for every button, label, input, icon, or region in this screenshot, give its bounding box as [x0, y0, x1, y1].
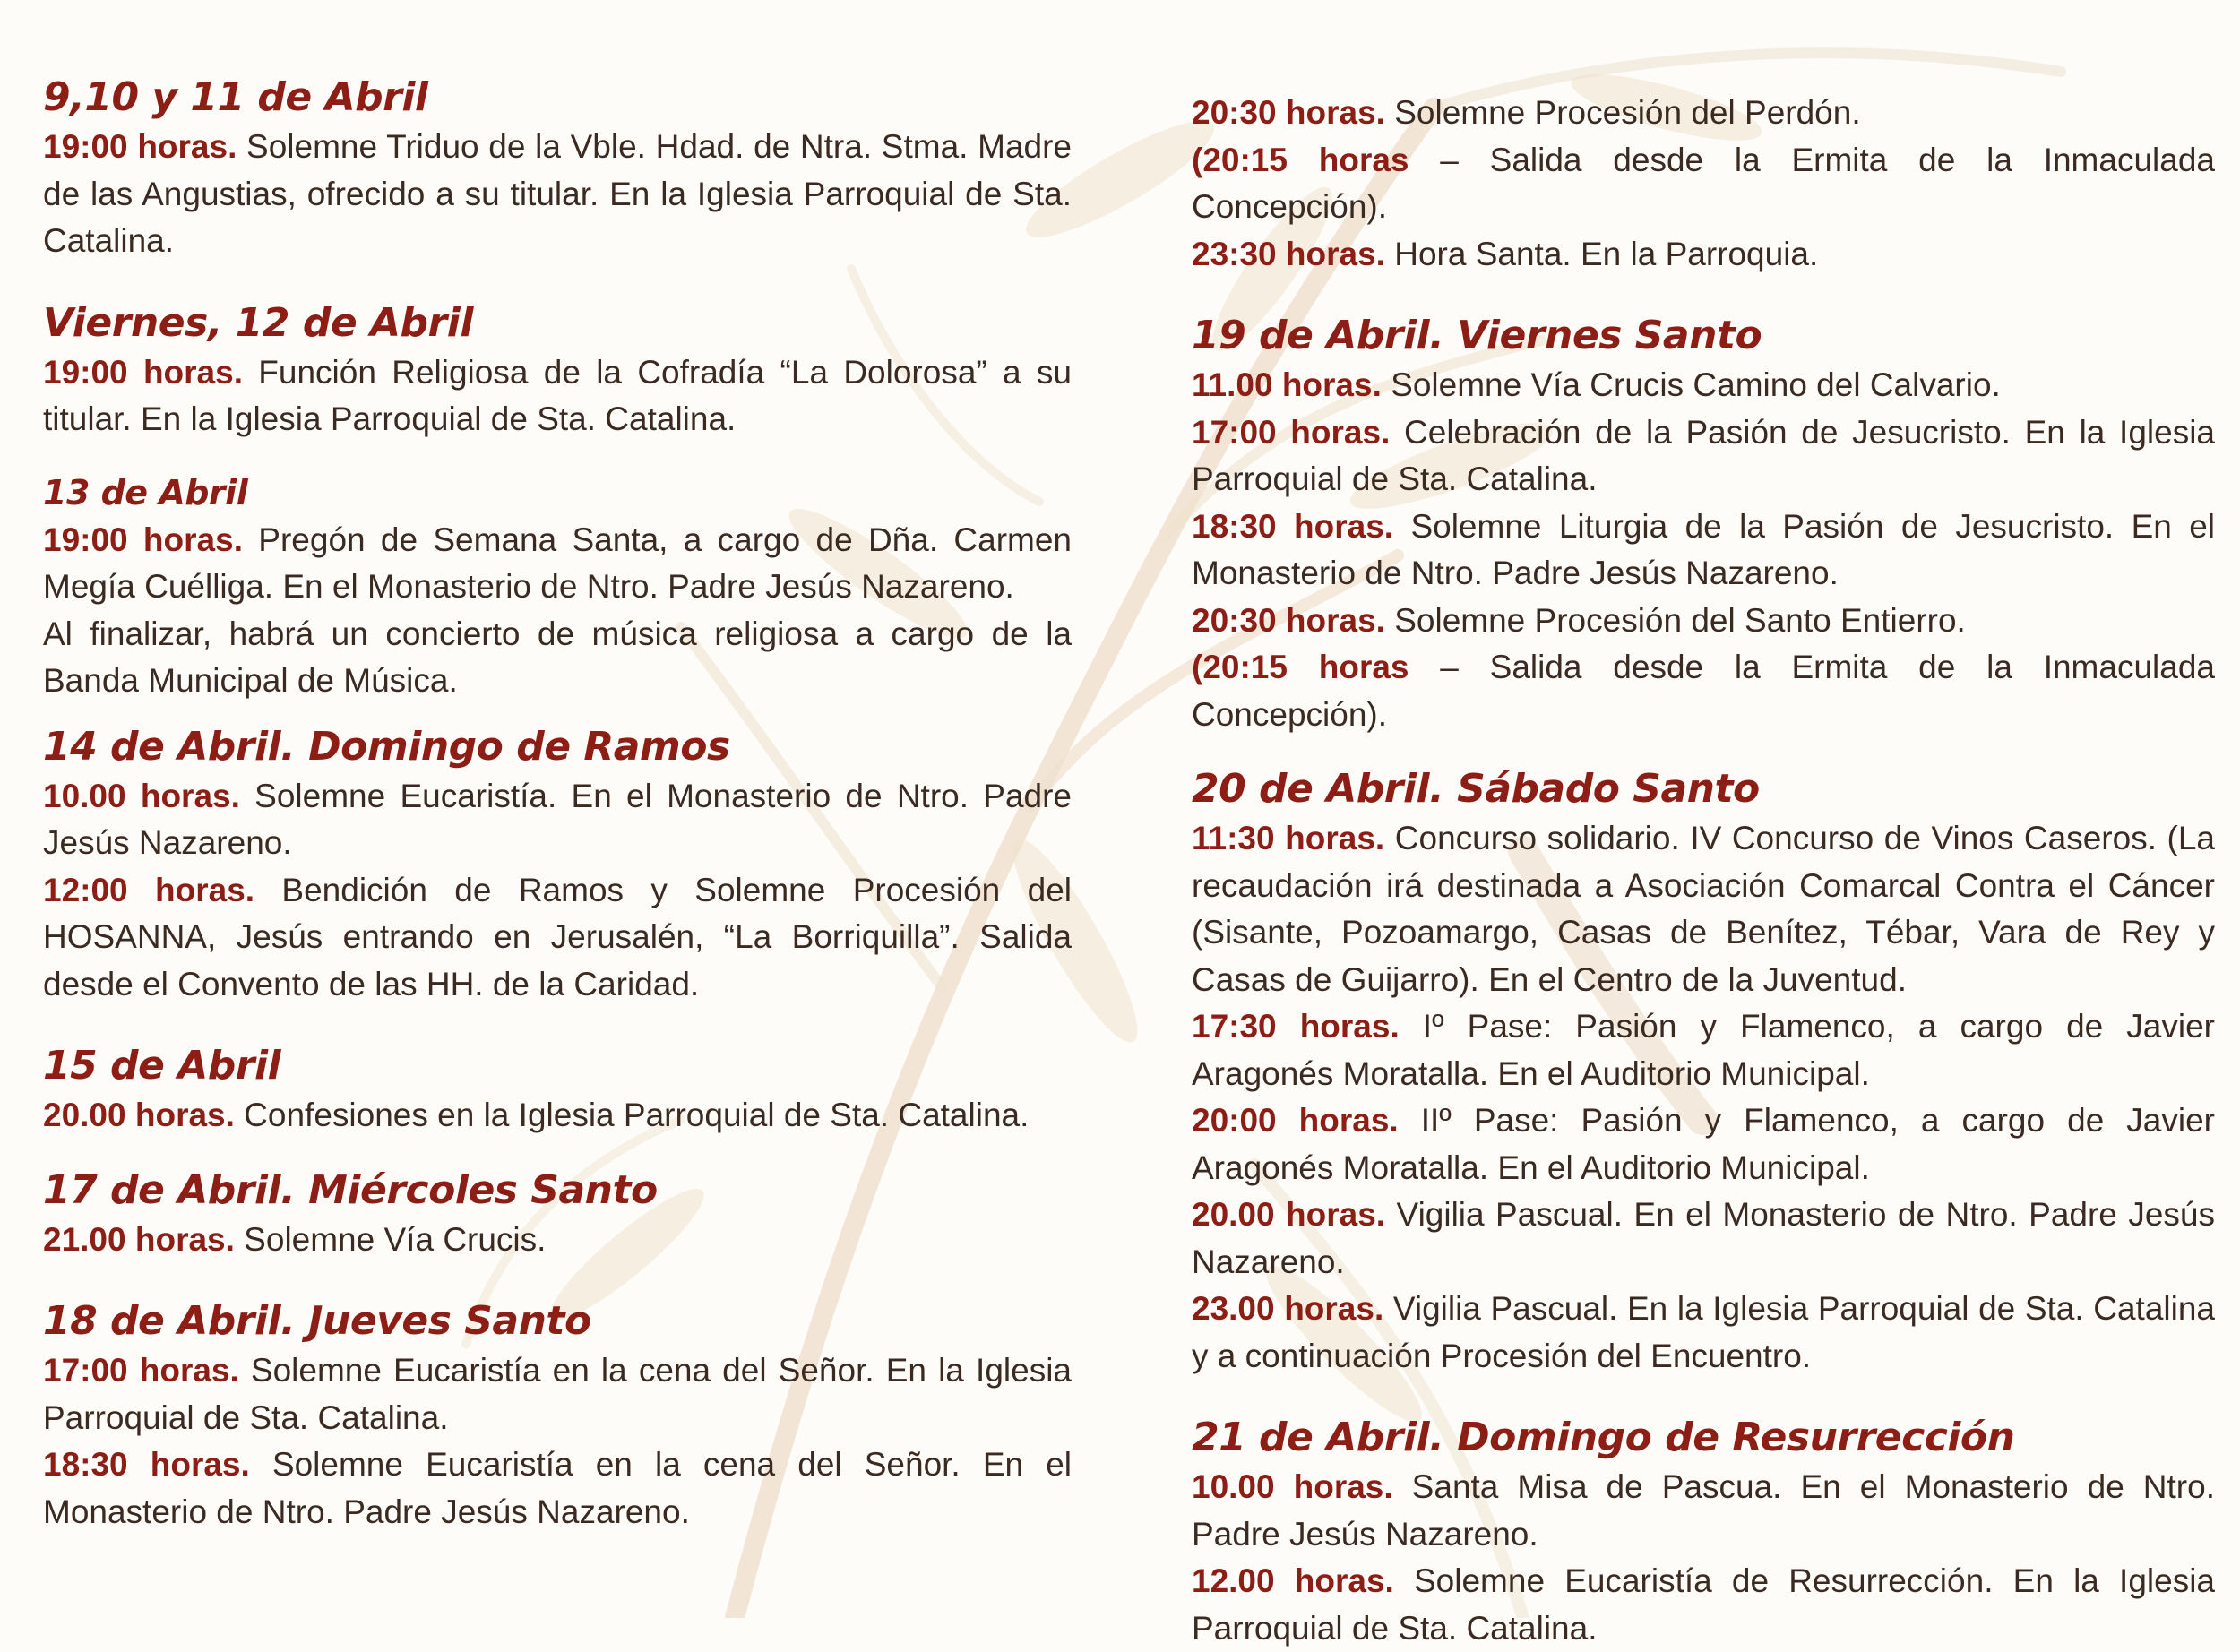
- schedule-entry: [43, 867, 1072, 1009]
- schedule-entry: [1192, 644, 2215, 738]
- schedule-day: [1192, 1412, 2215, 1652]
- schedule-entry: [1192, 1286, 2215, 1380]
- schedule-entry: [1192, 1192, 2215, 1286]
- day-heading: 18 de Abril. Jueves Santo: [43, 1298, 591, 1344]
- entry-time: 23.00 horas.: [1192, 1290, 1384, 1327]
- entry-time: 17:00 horas.: [1192, 413, 1391, 451]
- entry-text: Santa Misa de Pascua. En el Monasterio de Ntro. Padre Jesús Nazareno.: [1192, 1468, 2215, 1553]
- entry-time: 20.00 horas.: [43, 1097, 235, 1133]
- entry-time: 12:00 horas.: [43, 871, 255, 908]
- entry-text: Solemne Eucaristía en la cena del Señor. En la Iglesia Parroquial de Sta. Catalina.: [43, 1352, 1072, 1436]
- schedule-entry: [1192, 598, 2215, 645]
- entry-text: Solemne Procesión del Santo Entierro.: [1384, 601, 1966, 639]
- entry-time: 19:00 horas.: [43, 353, 243, 391]
- entry-text: – Salida desde la Ermita de la Inmaculada Concepción).: [1192, 649, 2215, 733]
- entry-text: Bendición de Ramos y Solemne Procesión del HOSANNA, Jesús entrando en Jerusalén, “La Borriquilla”. Salida desde el Convento de las HH. de la Caridad.: [43, 871, 1072, 1002]
- schedule-column-right: [1192, 90, 2215, 1652]
- day-heading: 19 de Abril. Viernes Santo: [1192, 313, 1762, 358]
- entry-text: Confesiones en la Iglesia Parroquial de Sta. Catalina.: [234, 1097, 1030, 1133]
- schedule-day: [43, 297, 1072, 443]
- entry-time: 20:30 horas.: [1192, 601, 1385, 639]
- schedule-entry: [43, 773, 1072, 867]
- entry-text: Iº Pase: Pasión y Flamenco, a cargo de Javier Aragonés Moratalla. En el Auditorio Municipal.: [1192, 1008, 2215, 1092]
- entry-text: Función Religiosa de la Cofradía “La Dolorosa” a su titular. En la Iglesia Parroquial de Sta. Catalina.: [43, 353, 1072, 437]
- entry-text: Solemne Eucaristía de Resurrección. En la Iglesia Parroquial de Sta. Catalina.: [1192, 1562, 2216, 1647]
- entry-text: – Salida desde la Ermita de la Inmaculada Concepción).: [1192, 141, 2215, 225]
- day-heading: 15 de Abril: [43, 1043, 281, 1088]
- entry-text: IIº Pase: Pasión y Flamenco, a cargo de Javier Aragonés Moratalla. En el Auditorio Municipal.: [1192, 1102, 2215, 1186]
- entry-text: Hora Santa. En la Parroquia.: [1384, 235, 1819, 272]
- schedule-entry: [43, 1347, 1072, 1441]
- entry-text: Solemne Eucaristía. En el Monasterio de Ntro. Padre Jesús Nazareno.: [43, 777, 1073, 861]
- day-heading: Viernes, 12 de Abril: [43, 299, 473, 346]
- entry-time: 18:30 horas.: [1192, 507, 1394, 545]
- day-heading: 13 de Abril: [43, 472, 248, 512]
- entry-time: 10.00 horas.: [43, 777, 240, 814]
- entry-time: 19:00 horas.: [43, 521, 243, 558]
- entry-time: 18:30 horas.: [43, 1446, 250, 1483]
- entry-time: 17:00 horas.: [43, 1352, 239, 1389]
- schedule-entry: [1192, 231, 2215, 279]
- entry-text: Solemne Vía Crucis Camino del Calvario.: [1381, 366, 2001, 403]
- schedule-entry: [1192, 1097, 2215, 1192]
- entry-time: 12.00 horas.: [1192, 1562, 1394, 1599]
- entry-text: Solemne Procesión del Perdón.: [1384, 94, 1861, 131]
- entry-time: 20:00 horas.: [1192, 1102, 1399, 1139]
- schedule-entry: [1192, 503, 2215, 598]
- schedule-note: Al finalizar, habrá un concierto de música religiosa a cargo de la Banda Municipal de Música.: [43, 615, 1072, 699]
- entry-time: 21.00 horas.: [43, 1220, 235, 1258]
- day-heading: 17 de Abril. Miércoles Santo: [43, 1166, 658, 1213]
- day-heading: 20 de Abril. Sábado Santo: [1192, 766, 1760, 812]
- schedule-entry: [1192, 90, 2215, 137]
- schedule-entry: [43, 124, 1072, 265]
- schedule-day: [43, 469, 1072, 705]
- entry-time: (20:15 horas: [1192, 141, 1409, 178]
- schedule-day-continued: [1192, 90, 2215, 278]
- entry-text: Solemne Eucaristía en la cena del Señor. En el Monasterio de Ntro. Padre Jesús Nazareno.: [43, 1446, 1072, 1530]
- entry-time: (20:15 horas: [1192, 649, 1409, 685]
- schedule-day: [43, 1165, 1072, 1264]
- entry-time: 20.00 horas.: [1192, 1196, 1386, 1233]
- entry-text: Vigilia Pascual. En la Iglesia Parroquial de Sta. Catalina y a continuación Procesión del Encuentro.: [1192, 1290, 2216, 1374]
- schedule-entry: [1192, 137, 2215, 231]
- entry-text: Solemne Vía Crucis.: [234, 1220, 547, 1258]
- schedule-entry: [1192, 815, 2215, 1003]
- entry-time: 11:30 horas.: [1192, 820, 1385, 856]
- entry-time: 17:30 horas.: [1192, 1008, 1400, 1045]
- schedule-day: [43, 1295, 1072, 1536]
- schedule-day: [43, 72, 1072, 265]
- entry-time: 23:30 horas.: [1192, 235, 1385, 272]
- schedule-entry: [1192, 1464, 2215, 1558]
- schedule-entry: [1192, 362, 2215, 409]
- entry-text: Solemne Liturgia de la Pasión de Jesucristo. En el Monasterio de Ntro. Padre Jesús Nazareno.: [1192, 507, 2216, 591]
- schedule-entry: [43, 1092, 1072, 1140]
- entry-text: Solemne Triduo de la Vble. Hdad. de Ntra. Stma. Madre de las Angustias, ofrecido a su titular. En la Iglesia Parroquial de Sta. Catalina.: [43, 128, 1072, 259]
- entry-text: Celebración de la Pasión de Jesucristo. En la Iglesia Parroquial de Sta. Catalina.: [1192, 413, 2215, 497]
- schedule-entry: [1192, 1003, 2215, 1097]
- schedule-entry: [43, 1441, 1072, 1536]
- schedule-entry: [1192, 1558, 2215, 1652]
- schedule-entry: [1192, 409, 2215, 503]
- schedule-day: [1192, 310, 2215, 738]
- schedule-entry: [43, 1217, 1072, 1264]
- entry-text: Pregón de Semana Santa, a cargo de Dña. Carmen Megía Cuélliga. En el Monasterio de Ntro. Padre Jesús Nazareno.: [43, 521, 1072, 605]
- entry-time: 20:30 horas.: [1192, 94, 1385, 131]
- entry-text: Concurso solidario. IV Concurso de Vinos Caseros. (La recaudación irá destinada a Asociación Comarcal Contra el Cáncer (Sisante, Pozoamargo, Casas de Benítez, Tébar, Vara de Rey y Casas de Guijarro). En el Centro de la Juventud.: [1192, 820, 2216, 998]
- entry-time: 19:00 horas.: [43, 128, 237, 165]
- schedule-day: [43, 1040, 1072, 1140]
- schedule-column-left: [43, 72, 1072, 1536]
- schedule-day: [43, 721, 1072, 1009]
- entry-text: Vigilia Pascual. En el Monasterio de Ntro. Padre Jesús Nazareno.: [1192, 1196, 2215, 1280]
- entry-time: 10.00 horas.: [1192, 1468, 1393, 1505]
- day-heading: 21 de Abril. Domingo de Resurrección: [1192, 1415, 2015, 1460]
- entry-time: 11.00 horas.: [1192, 366, 1382, 403]
- schedule-entry: [43, 349, 1072, 443]
- day-heading: 14 de Abril. Domingo de Ramos: [43, 723, 730, 770]
- day-heading: 9,10 y 11 de Abril: [43, 74, 428, 120]
- schedule-day: [1192, 763, 2215, 1380]
- schedule-entry: [43, 517, 1072, 611]
